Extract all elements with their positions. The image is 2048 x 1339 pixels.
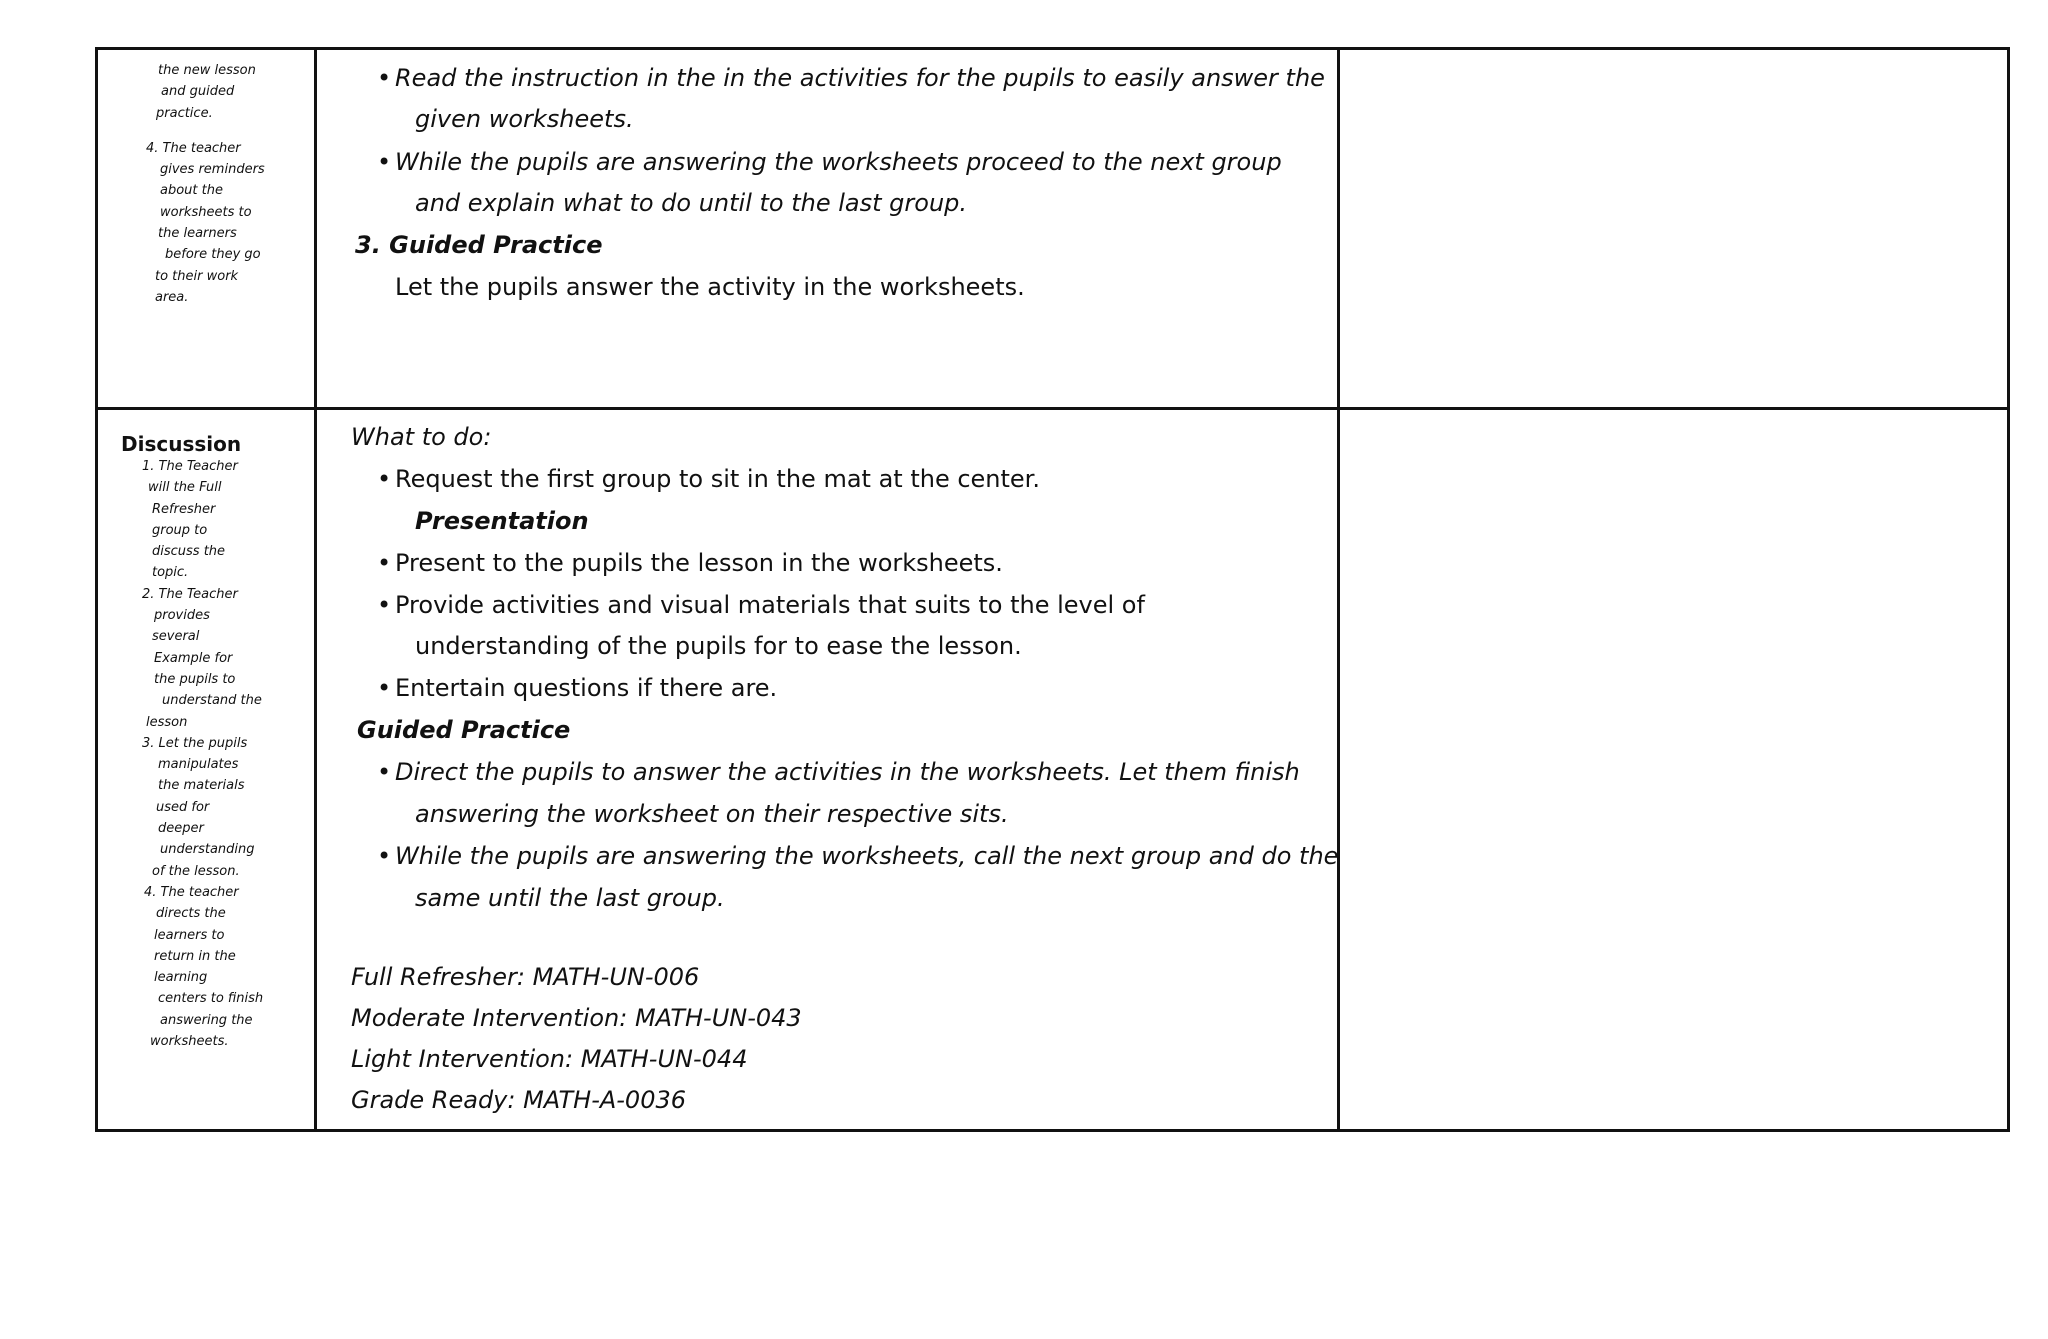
guided-practice-heading: 3. Guided Practice — [355, 231, 603, 259]
note-line: area. — [155, 289, 189, 305]
row2-teacher-notes — [142, 456, 292, 1052]
note-line: 4. The teacher — [144, 884, 239, 900]
bullet-item — [377, 842, 1338, 870]
bullet-continuation: understanding of the pupils for to ease the lesson. — [415, 632, 1022, 660]
row2-procedure-cell — [317, 410, 1337, 1129]
note-line: 3. Let the pupils — [142, 735, 248, 751]
note-line: 2. The Teacher — [142, 586, 238, 602]
note-line: 1. The Teacher — [142, 459, 238, 474]
bullet-text: Provide activities and visual materials that suits to the level of — [395, 591, 1145, 619]
bullet-icon: • — [377, 842, 392, 870]
note-line: return in the — [154, 948, 236, 964]
row1-teacher-notes — [146, 60, 286, 308]
note-line: several — [152, 629, 200, 645]
note-line: and guided — [161, 84, 235, 100]
note-line: worksheets. — [150, 1034, 229, 1050]
bullet-text: Request the first group to sit in the mat at the center. — [395, 465, 1040, 493]
bullet-icon: • — [377, 549, 392, 577]
note-line: to their work — [155, 268, 239, 284]
presentation-heading: Presentation — [415, 507, 589, 535]
bullet-item — [377, 674, 777, 702]
row2-notes-cell — [98, 410, 314, 1129]
guided-practice-text: Let the pupils answer the activity in the worksheets. — [395, 273, 1025, 301]
row1-remarks-cell — [1340, 50, 2007, 407]
bullet-item — [377, 64, 1325, 92]
bullet-icon: • — [377, 465, 392, 493]
note-line: of the lesson. — [152, 863, 240, 879]
note-line: the learners — [158, 226, 237, 242]
bullet-text: Direct the pupils to answer the activities in the worksheets. Let them finish — [395, 758, 1300, 786]
bullet-text: While the pupils are answering the worksheets, call the next group and do the — [395, 842, 1339, 870]
bullet-continuation: same until the last group. — [415, 884, 725, 912]
discussion-title: Discussion — [121, 432, 242, 456]
note-line: will the Full — [148, 480, 222, 496]
bullet-item — [377, 549, 1003, 577]
note-line: gives reminders — [160, 162, 265, 178]
note-line: practice. — [156, 105, 213, 121]
note-line: deeper — [158, 821, 204, 837]
note-line: group to — [152, 522, 208, 538]
note-line: understanding — [160, 842, 255, 858]
note-line: manipulates — [158, 757, 239, 773]
bullet-continuation: and explain what to do until to the last group. — [415, 189, 968, 217]
worksheet-code: Grade Ready: MATH-A-0036 — [351, 1086, 687, 1114]
note-line: the new lesson — [158, 63, 256, 78]
note-line: understand the — [162, 693, 262, 709]
note-spacer — [146, 124, 286, 138]
note-line: lesson — [146, 714, 188, 730]
worksheet-code: Full Refresher: MATH-UN-006 — [351, 963, 700, 991]
note-line: the pupils to — [154, 671, 236, 687]
note-line: learning — [154, 970, 208, 986]
bullet-icon: • — [377, 674, 392, 702]
row1-procedure-cell — [317, 50, 1337, 407]
row2-remarks-cell — [1340, 410, 2007, 1129]
note-line: 4. The teacher — [146, 140, 241, 156]
note-line: worksheets to — [160, 204, 252, 220]
bullet-continuation: answering the worksheet on their respective sits. — [415, 800, 1009, 828]
bullet-text: Read the instruction in the in the activities for the pupils to easily answer the — [395, 64, 1325, 92]
note-line: about the — [160, 183, 223, 199]
bullet-text: While the pupils are answering the worksheets proceed to the next group — [395, 148, 1282, 176]
note-line: answering the — [160, 1012, 253, 1028]
note-line: learners to — [154, 927, 225, 943]
bullet-text: Entertain questions if there are. — [395, 674, 778, 702]
lesson-plan-table — [95, 47, 2010, 1132]
note-line: used for — [156, 799, 210, 815]
bullet-item — [377, 758, 1300, 786]
guided-practice-heading: Guided Practice — [357, 716, 571, 744]
note-line: centers to finish — [158, 991, 264, 1007]
note-line: before they go — [165, 247, 261, 263]
note-line: the materials — [158, 778, 245, 794]
table-border-right — [2007, 47, 2010, 1132]
bullet-item — [377, 591, 1145, 619]
note-line: provides — [154, 608, 210, 624]
bullet-icon: • — [377, 591, 392, 619]
what-to-do-label: What to do: — [351, 423, 492, 451]
table-border-bottom — [95, 1129, 2010, 1132]
row1-notes-cell — [98, 50, 314, 407]
bullet-item — [377, 465, 1040, 493]
note-line: topic. — [152, 565, 189, 581]
bullet-icon: • — [377, 148, 392, 176]
note-line: Refresher — [152, 501, 216, 517]
worksheet-code: Light Intervention: MATH-UN-044 — [351, 1045, 748, 1073]
note-line: Example for — [154, 650, 233, 666]
bullet-continuation: given worksheets. — [415, 105, 634, 133]
bullet-text: Present to the pupils the lesson in the worksheets. — [395, 549, 1003, 577]
worksheet-code: Moderate Intervention: MATH-UN-043 — [351, 1004, 802, 1032]
bullet-icon: • — [377, 64, 392, 92]
note-line: directs the — [156, 906, 226, 922]
bullet-icon: • — [377, 758, 392, 786]
note-line: discuss the — [152, 544, 226, 560]
bullet-item — [377, 148, 1282, 176]
